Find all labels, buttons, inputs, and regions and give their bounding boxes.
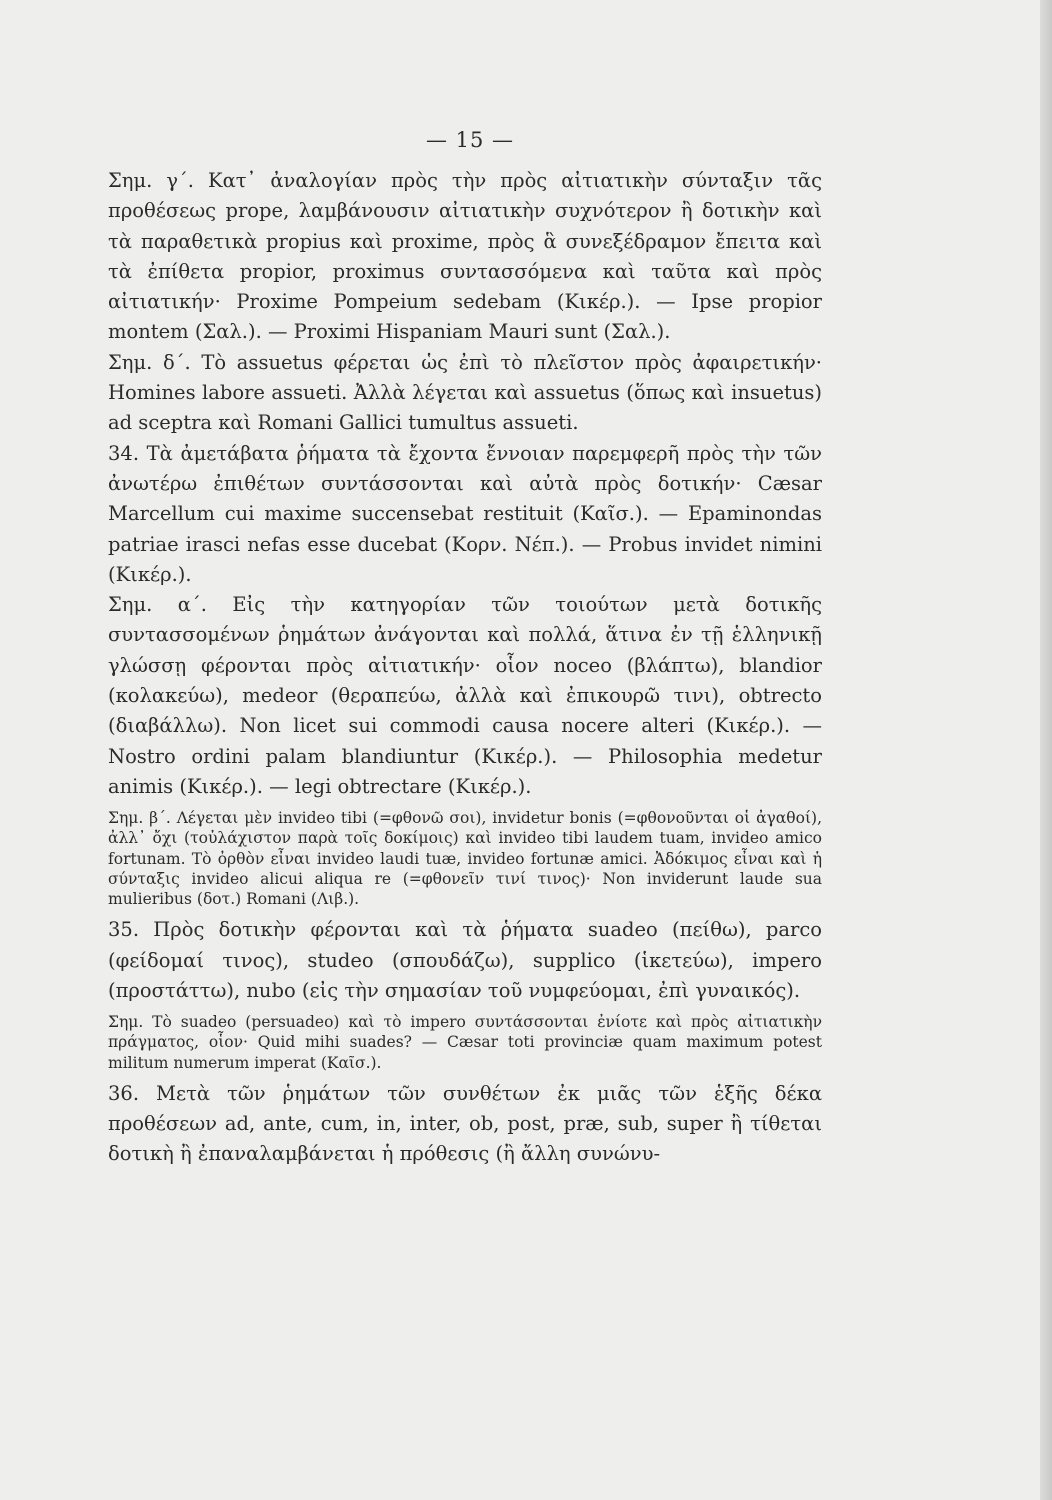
- footnote-suadeo: Σημ. Τὸ suadeo (persuadeo) καὶ τὸ impero συντάσσονται ἐνίοτε καὶ πρὸς αἰτιατικὴν πράγματος, οἷον· Quid mihi suades? — Cæsar toti provinciæ quam maximum potest militum numerum imperat (Καῖσ.).: [108, 1013, 822, 1072]
- page-body: [108, 166, 822, 1170]
- page-edge-shadow: [1040, 0, 1052, 1500]
- paragraph-35: 35. Πρὸς δοτικὴν φέρονται καὶ τὰ ῥήματα suadeo (πείθω), parco (φείδομαί τινος), studeo (σπουδάζω), supplico (ἱκετεύω), impero (προστάττω), nubo (εἰς τὴν σημασίαν τοῦ νυμφεύομαι, ἐπὶ γυναικός).: [108, 918, 822, 1002]
- paragraph-note-delta: Σημ. δ΄. Τὸ assuetus φέρεται ὡς ἐπὶ τὸ πλεῖστον πρὸς ἀφαιρετικήν· Homines labore assueti. Ἀλλὰ λέγεται καὶ assuetus (ὅπως καὶ insuetus) ad sceptra καὶ Romani Gallici tumultus assueti.: [108, 350, 822, 435]
- page-number: — 15 —: [425, 128, 515, 152]
- footnote-beta: Σημ. β΄. Λέγεται μὲν invideo tibi (=φθονῶ σοι), invidetur bonis (=φθονοῦνται οἱ ἀγαθοί), ἀλλ᾽ ὄχι (τοὐλάχιστον παρὰ τοῖς δοκίμοις) καὶ invideo tibi laudem tuam, invideo amico fortunam. Τὸ ὀρθὸν εἶναι invideo laudi tuæ, invideo fortunæ amici. Ἀδόκιμος εἶναι καὶ ἡ σύνταξις invideo alicui aliqua re (=φθονεῖν τινί τινος)· Non inviderunt laude sua mulieribus (δοτ.) Romani (Λιβ.).: [108, 809, 822, 909]
- paragraph-note-alpha: Σημ. α΄. Εἰς τὴν κατηγορίαν τῶν τοιούτων μετὰ δοτικῆς συντασσομένων ῥημάτων ἀνάγονται καὶ πολλά, ἅτινα ἐν τῇ ἑλληνικῇ γλώσσῃ φέρονται πρὸς αἰτιατικήν· οἷον noceo (βλάπτω), blandior (κολακεύω), medeor (θεραπεύω, ἀλλὰ καὶ ἐπικουρῶ τινι), obtrecto (διαβάλλω). Non licet sui commodi causa nocere alteri (Κικέρ.). — Nostro ordini palam blandiuntur (Κικέρ.). — Philosophia medetur animis (Κικέρ.). — legi obtrectare (Κικέρ.).: [108, 593, 822, 798]
- paragraph-note-gamma: Σημ. γ΄. Κατ᾽ ἀναλογίαν πρὸς τὴν πρὸς αἰτιατικὴν σύνταξιν τᾶς προθέσεως prope, λαμβάνουσιν αἰτιατικὴν συχνότερον ἢ δοτικὴν καὶ τὰ παραθετικὰ propius καὶ proxime, πρὸς ἃ συνεξέδραμον ἔπειτα καὶ τὰ ἐπίθετα propior, proximus συντασσόμενα καὶ ταῦτα καὶ πρὸς αἰτιατικήν· Proxime Pompeium sedebam (Κικέρ.). — Ipse propior montem (Σαλ.). — Proximi Hispaniam Mauri sunt (Σαλ.).: [108, 169, 822, 344]
- paragraph-34: 34. Τὰ ἀμετάβατα ῥήματα τὰ ἔχοντα ἔννοιαν παρεμφερῆ πρὸς τὴν τῶν ἀνωτέρω ἐπιθέτων συντάσσονται καὶ αὐτὰ πρὸς δοτικήν· Cæsar Marcellum cui maxime succensebat restituit (Καῖσ.). — Epaminondas patriae irasci nefas esse ducebat (Κορν. Νέπ.). — Probus invidet nimini (Κικέρ.).: [108, 441, 822, 586]
- paragraph-36: 36. Μετὰ τῶν ῥημάτων τῶν συνθέτων ἐκ μιᾶς τῶν ἑξῆς δέκα προθέσεων ad, ante, cum, in, inter, ob, post, præ, sub, super ἢ τίθεται δοτικὴ ἢ ἐπαναλαμβάνεται ἡ πρόθεσις (ἢ ἄλλη συνώνυ-: [108, 1081, 822, 1166]
